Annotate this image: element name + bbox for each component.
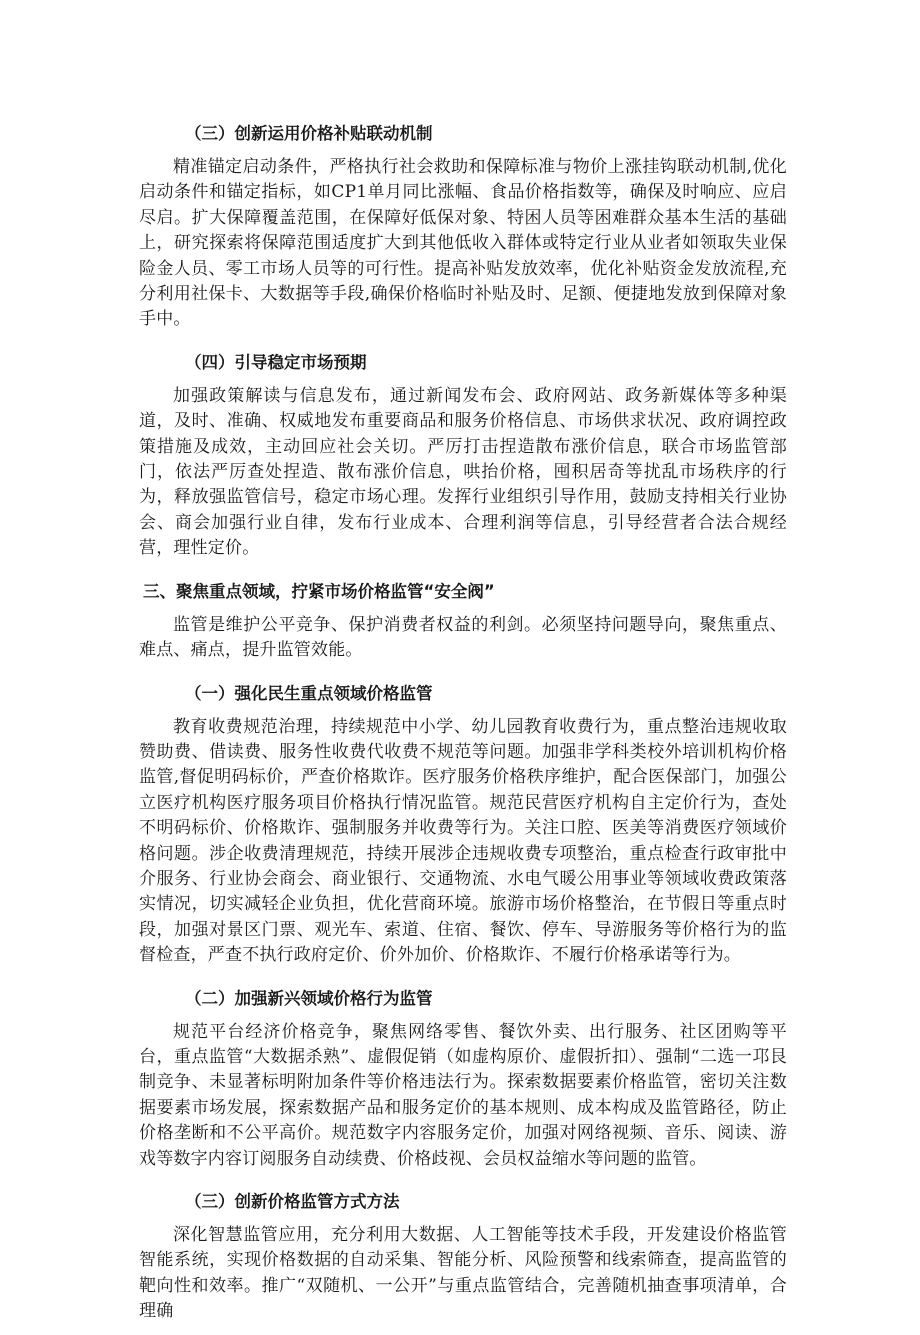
section-heading: （三）创新运用价格补贴联动机制	[185, 124, 433, 143]
chapter-heading: 三、聚焦重点领域，拧紧市场价格监管“安全阀”	[143, 581, 495, 601]
section-paragraph: 教育收费规范治理，持续规范中小学、幼儿园教育收费行为，重点整治违规收取赞助费、借读费、服务性收费代收费不规范等问题。加强非学科类校外培训机构价格监管,督促明码标价，严查价格欺诈。医疗服务价格秩序维护，配合医保部门，加强公立医疗机构医疗服务项目价格执行情况监管。规范民营医疗机构自主定价行为，查处不明码标价、价格欺诈、强制服务并收费等行为。关注口腔、医美等消费医疗领域价格问题。涉企收费清理规范，持续开展涉企违规收费专项整治，重点检查行政审批中介服务、行业协会商会、商业银行、交通物流、水电气暖公用事业等领域收费政策落实情况，切实减轻企业负担，优化营商环境。旅游市场价格整治，在节假日等重点时段，加强对景区门票、观光车、索道、住宿、餐饮、停车、导游服务等价格行为的监督检查，严查不执行政府定价、价外加价、价格欺诈、不履行价格承诺等行为。	[139, 716, 787, 966]
section-heading: （一）强化民生重点领域价格监管	[185, 683, 433, 703]
section-paragraph: 加强政策解读与信息发布，通过新闻发布会、政府网站、政务新媒体等多种渠道，及时、准确、权威地发布重要商品和服务价格信息、市场供求状况、政府调控政策措施及成效，主动回应社会关切。严厉打击捏造散布涨价信息，联合市场监管部门，依法严厉查处捏造、散布涨价信息，哄抬价格，囤积居奇等扰乱市场秩序的行为，释放强监管信号，稳定市场心理。发挥行业组织引导作用，鼓励支持相关行业协会、商会加强行业自律，发布行业成本、合理利润等信息，引导经营者合法合规经营，理性定价。	[139, 385, 787, 559]
section-paragraph: 规范平台经济价格竞争，聚焦网络零售、餐饮外卖、出行服务、社区团购等平台，重点监管“大数据杀熟”、虚假促销（如虚构原价、虚假折扣）、强制“二选一邛艮制竞争、未显著标明附加条件等价格违法行为。探索数据要素价格监管，密切关注数据要素市场发展，探索数据产品和服务定价的基本规则、成本构成及监管路径，防止价格垄断和不公平高价。规范数字内容服务定价，加强对网络视频、音乐、阅读、游戏等数字内容订阅服务自动续费、价格歧视、会员权益缩水等问题的监管。	[139, 1021, 787, 1169]
section-paragraph: 监管是维护公平竞争、保护消费者权益的利剑。必须坚持问题导向，聚焦重点、难点、痛点，提升监管效能。	[139, 614, 787, 661]
document-page	[139, 114, 787, 1335]
section-heading: （三）创新价格监管方式方法	[185, 1192, 400, 1211]
section-paragraph: 精准锚定启动条件，严格执行社会救助和保障标准与物价上涨挂钩联动机制,优化启动条件和锚定指标，如CP1单月同比涨幅、食品价格指数等，确保及时响应、应启尽启。扩大保障覆盖范围，在保障好低保对象、特困人员等困难群众基本生活的基础上，研究探索将保障范围适度扩大到其他低收入群体或特定行业从业者如领取失业保险金人员、零工市场人员等的可行性。提高补贴发放效率，优化补贴资金发放流程,充分利用社保卡、大数据等手段,确保价格临时补贴及时、足额、便捷地发放到保障对象手中。	[139, 157, 787, 330]
section-paragraph: 深化智慧监管应用，充分利用大数据、人工智能等技术手段，开发建设价格监管智能系统，实现价格数据的自动采集、智能分析、风险预警和线索筛查，提高监管的靶向性和效率。推广“双随机、一公开”与重点监管结合，完善随机抽查事项清单，合理确	[139, 1225, 787, 1322]
section-heading: （四）引导稳定市场预期	[185, 352, 367, 372]
section-heading: （二）加强新兴领域价格行为监管	[185, 988, 433, 1008]
